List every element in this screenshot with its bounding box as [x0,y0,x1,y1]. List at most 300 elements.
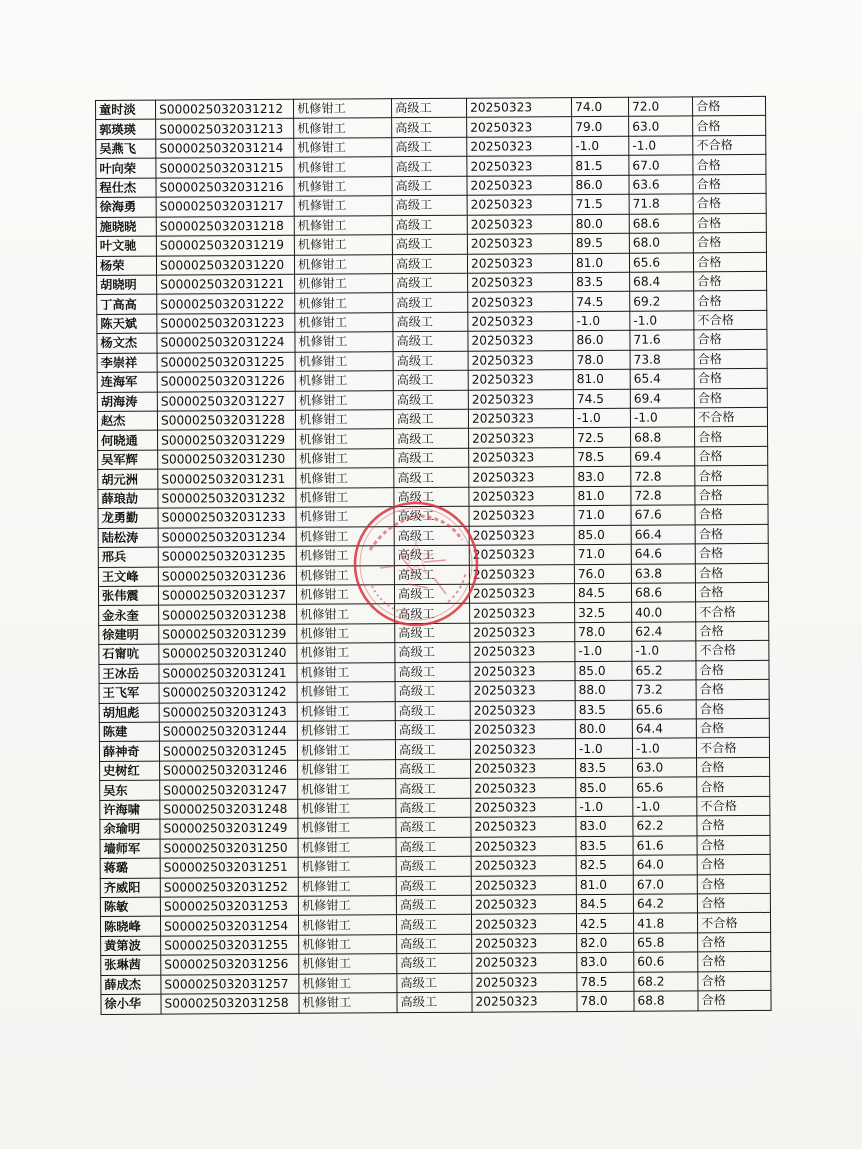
cell-trade: 机修钳工 [298,857,396,877]
cell-level: 高级工 [395,662,470,682]
cell-score2: 63.8 [631,563,695,583]
cell-level: 高级工 [397,934,472,954]
cell-level: 高级工 [393,370,468,390]
cell-result: 不合格 [697,796,770,816]
cell-name: 徐海勇 [96,197,156,217]
cell-date: 20250323 [469,525,574,545]
cell-score1: 86.0 [573,330,630,350]
cell-level: 高级工 [395,642,470,662]
cell-score1: 81.0 [573,369,630,389]
cell-level: 高级工 [394,487,469,507]
cell-id: S000025032031229 [158,430,296,450]
cell-date: 20250323 [467,234,572,254]
cell-id: S000025032031252 [160,877,298,897]
cell-result: 合格 [694,388,767,408]
cell-name: 王文峰 [98,567,158,587]
cell-name: 连海军 [97,372,157,392]
cell-id: S000025032031251 [160,857,298,877]
cell-date: 20250323 [467,195,572,215]
cell-id: S000025032031221 [157,274,295,294]
cell-date: 20250323 [468,389,573,409]
cell-date: 20250323 [467,214,572,234]
cell-result: 合格 [694,271,767,291]
cell-level: 高级工 [393,312,468,332]
cell-level: 高级工 [391,98,466,118]
cell-date: 20250323 [467,156,572,176]
cell-result: 合格 [693,252,766,272]
cell-result: 合格 [695,427,768,447]
cell-level: 高级工 [394,565,469,585]
cell-name: 施晓晓 [96,217,156,237]
cell-result: 合格 [695,582,768,602]
cell-name: 陈天斌 [97,314,157,334]
cell-level: 高级工 [396,779,471,799]
cell-level: 高级工 [394,545,469,565]
cell-score2: 63.0 [629,116,693,136]
cell-id: S000025032031250 [160,838,298,858]
cell-score2: 61.6 [633,835,697,855]
cell-score2: 63.0 [633,758,697,778]
cell-name: 龙勇勤 [98,508,158,528]
cell-score1: 74.5 [573,389,630,409]
cell-trade: 机修钳工 [294,176,392,196]
cell-result: 不合格 [693,135,766,155]
cell-score1: 79.0 [572,117,629,137]
cell-id: S000025032031233 [158,507,296,527]
cell-result: 不合格 [696,641,769,661]
cell-score1: 32.5 [575,603,632,623]
cell-id: S000025032031230 [158,449,296,469]
cell-result: 合格 [693,232,766,252]
cell-trade: 机修钳工 [297,682,395,702]
cell-id: S000025032031212 [156,99,294,119]
cell-name: 余瑜明 [100,819,160,839]
cell-score2: 65.4 [630,369,694,389]
cell-level: 高级工 [396,895,471,915]
cell-date: 20250323 [471,817,576,837]
cell-date: 20250323 [470,681,575,701]
cell-trade: 机修钳工 [297,662,395,682]
cell-score1: 71.5 [572,194,629,214]
cell-level: 高级工 [396,798,471,818]
cell-score2: 72.8 [631,486,695,506]
cell-trade: 机修钳工 [294,215,392,235]
cell-level: 高级工 [396,759,471,779]
results-table-body [96,96,772,1014]
cell-score1: 80.0 [575,719,632,739]
cell-score1: 83.0 [577,952,634,972]
cell-date: 20250323 [466,98,571,118]
cell-score1: 76.0 [574,564,631,584]
cell-name: 杨荣 [96,256,156,276]
cell-name: 金永奎 [99,605,159,625]
cell-date: 20250323 [471,758,576,778]
cell-level: 高级工 [393,390,468,410]
cell-score2: 72.0 [628,97,692,117]
cell-level: 高级工 [393,409,468,429]
cell-score2: 69.4 [631,447,695,467]
cell-date: 20250323 [471,875,576,895]
cell-result: 合格 [696,680,769,700]
cell-trade: 机修钳工 [295,293,393,313]
cell-score1: 78.0 [573,350,630,370]
cell-trade: 机修钳工 [294,235,392,255]
cell-trade: 机修钳工 [295,410,393,430]
cell-result: 合格 [695,505,768,525]
cell-trade: 机修钳工 [297,623,395,643]
cell-date: 20250323 [472,992,577,1012]
cell-date: 20250323 [468,370,573,390]
cell-result: 合格 [698,952,771,972]
cell-level: 高级工 [392,215,467,235]
cell-trade: 机修钳工 [295,312,393,332]
cell-date: 20250323 [469,584,574,604]
cell-id: S000025032031231 [158,469,296,489]
cell-id: S000025032031217 [156,196,294,216]
cell-level: 高级工 [393,293,468,313]
table-row [101,991,771,1015]
cell-date: 20250323 [469,506,574,526]
cell-name: 叶文驰 [96,236,156,256]
cell-score2: 73.8 [630,350,694,370]
cell-name: 胡元洲 [98,469,158,489]
cell-score2: 67.0 [629,155,693,175]
cell-score1: -1.0 [573,311,630,331]
cell-trade: 机修钳工 [298,760,396,780]
cell-result: 合格 [695,446,768,466]
cell-result: 合格 [697,874,770,894]
cell-trade: 机修钳工 [298,779,396,799]
cell-trade: 机修钳工 [296,487,394,507]
cell-level: 高级工 [392,137,467,157]
cell-score2: 67.6 [631,505,695,525]
cell-level: 高级工 [392,254,467,274]
cell-score1: 82.5 [576,855,633,875]
cell-score2: 64.2 [633,894,697,914]
cell-trade: 机修钳工 [294,138,392,158]
cell-result: 合格 [695,543,768,563]
cell-score1: 83.5 [576,836,633,856]
cell-name: 何晓通 [98,431,158,451]
cell-trade: 机修钳工 [295,274,393,294]
cell-score1: 85.0 [574,525,631,545]
cell-score2: 65.6 [633,777,697,797]
cell-level: 高级工 [396,837,471,857]
cell-name: 蒋璐 [100,858,160,878]
cell-result: 合格 [698,991,771,1011]
cell-trade: 机修钳工 [294,157,392,177]
cell-name: 胡海涛 [97,392,157,412]
cell-id: S000025032031255 [161,935,299,955]
cell-level: 高级工 [395,681,470,701]
cell-result: 合格 [694,291,767,311]
cell-id: S000025032031257 [161,974,299,994]
cell-score1: 80.0 [572,214,629,234]
cell-result: 合格 [695,524,768,544]
cell-date: 20250323 [467,117,572,137]
cell-score2: 65.6 [632,699,696,719]
cell-id: S000025032031241 [159,663,297,683]
cell-level: 高级工 [393,273,468,293]
cell-score2: 69.4 [630,388,694,408]
cell-result: 合格 [697,854,770,874]
cell-score2: 60.6 [634,952,698,972]
cell-date: 20250323 [470,739,575,759]
cell-trade: 机修钳工 [294,254,392,274]
cell-score1: 42.5 [576,914,633,934]
cell-result: 合格 [693,174,766,194]
cell-score2: 72.8 [631,466,695,486]
cell-id: S000025032031213 [156,119,294,139]
cell-result: 合格 [694,349,767,369]
cell-date: 20250323 [472,972,577,992]
cell-trade: 机修钳工 [294,118,392,138]
cell-score1: -1.0 [573,408,630,428]
cell-id: S000025032031254 [160,916,298,936]
cell-score2: 71.6 [630,330,694,350]
cell-name: 史树红 [100,761,160,781]
cell-name: 陈敏 [100,897,160,917]
cell-date: 20250323 [468,292,573,312]
cell-result: 合格 [694,330,767,350]
cell-id: S000025032031242 [159,682,297,702]
cell-name: 薛成杰 [101,975,161,995]
cell-result: 不合格 [694,310,767,330]
cell-score1: 83.5 [573,272,630,292]
cell-trade: 机修钳工 [299,934,397,954]
cell-level: 高级工 [396,915,471,935]
cell-trade: 机修钳工 [298,818,396,838]
cell-score2: 68.2 [634,972,698,992]
cell-score2: 64.0 [633,855,697,875]
cell-score1: 83.0 [576,816,633,836]
cell-score2: 41.8 [633,913,697,933]
cell-score1: 74.0 [571,97,628,117]
cell-trade: 机修钳工 [299,993,397,1013]
cell-result: 合格 [698,932,771,952]
cell-level: 高级工 [395,701,470,721]
cell-date: 20250323 [468,331,573,351]
cell-trade: 机修钳工 [295,332,393,352]
cell-id: S000025032031246 [160,760,298,780]
cell-result: 合格 [696,660,769,680]
cell-score2: 68.8 [631,427,695,447]
cell-score1: 78.0 [577,991,634,1011]
cell-date: 20250323 [471,836,576,856]
cell-name: 胡晓明 [97,275,157,295]
cell-score1: 78.0 [575,622,632,642]
cell-date: 20250323 [467,136,572,156]
cell-name: 陆松涛 [98,528,158,548]
cell-result: 合格 [696,699,769,719]
cell-date: 20250323 [471,797,576,817]
cell-score2: 68.4 [630,272,694,292]
cell-id: S000025032031234 [158,527,296,547]
cell-score1: 81.0 [574,486,631,506]
cell-date: 20250323 [472,953,577,973]
cell-level: 高级工 [393,331,468,351]
cell-level: 高级工 [395,604,470,624]
cell-id: S000025032031228 [157,410,295,430]
cell-score2: 73.2 [632,680,696,700]
cell-score1: 81.0 [576,875,633,895]
cell-name: 墙师军 [100,839,160,859]
cell-level: 高级工 [394,506,469,526]
cell-result: 合格 [694,369,767,389]
cell-score2: 62.2 [633,816,697,836]
cell-id: S000025032031227 [157,391,295,411]
cell-score1: 82.0 [577,933,634,953]
cell-id: S000025032031222 [157,294,295,314]
cell-level: 高级工 [393,351,468,371]
cell-name: 叶向荣 [96,158,156,178]
cell-trade: 机修钳工 [296,546,394,566]
cell-trade: 机修钳工 [295,351,393,371]
cell-trade: 机修钳工 [299,954,397,974]
cell-id: S000025032031220 [156,255,294,275]
cell-level: 高级工 [392,176,467,196]
cell-name: 胡旭彪 [99,703,159,723]
cell-result: 合格 [693,194,766,214]
cell-score2: -1.0 [629,136,693,156]
cell-score2: -1.0 [632,738,696,758]
cell-trade: 机修钳工 [294,196,392,216]
cell-trade: 机修钳工 [295,390,393,410]
cell-trade: 机修钳工 [296,526,394,546]
cell-date: 20250323 [471,914,576,934]
cell-date: 20250323 [469,447,574,467]
cell-trade: 机修钳工 [296,565,394,585]
cell-result: 合格 [692,96,765,116]
cell-level: 高级工 [396,856,471,876]
cell-date: 20250323 [468,273,573,293]
cell-id: S000025032031240 [159,644,297,664]
cell-trade: 机修钳工 [298,896,396,916]
cell-id: S000025032031256 [161,955,299,975]
cell-level: 高级工 [397,953,472,973]
cell-date: 20250323 [467,175,572,195]
cell-id: S000025032031216 [156,177,294,197]
cell-result: 不合格 [697,913,770,933]
cell-result: 合格 [696,718,769,738]
cell-name: 郭瑛瑛 [96,120,156,140]
cell-score2: 64.6 [631,544,695,564]
cell-date: 20250323 [469,428,574,448]
cell-name: 王冰岳 [99,664,159,684]
results-table [95,96,772,1015]
cell-id: S000025032031235 [158,546,296,566]
cell-result: 合格 [697,893,770,913]
cell-trade: 机修钳工 [298,915,396,935]
cell-score2: 68.0 [629,233,693,253]
cell-level: 高级工 [392,195,467,215]
cell-level: 高级工 [395,623,470,643]
cell-trade: 机修钳工 [298,876,396,896]
cell-date: 20250323 [469,467,574,487]
cell-name: 陈建 [99,722,159,742]
cell-name: 徐建明 [99,625,159,645]
cell-score2: 65.2 [632,661,696,681]
cell-name: 杨文杰 [97,333,157,353]
cell-score2: 65.8 [634,933,698,953]
cell-name: 齐威阳 [100,878,160,898]
cell-level: 高级工 [397,992,472,1012]
cell-score2: 68.6 [629,213,693,233]
cell-result: 合格 [693,213,766,233]
cell-result: 合格 [697,835,770,855]
cell-trade: 机修钳工 [295,371,393,391]
cell-name: 石甯吭 [99,644,159,664]
cell-name: 李崇祥 [97,353,157,373]
cell-score1: -1.0 [576,797,633,817]
cell-score1: 78.5 [577,972,634,992]
cell-name: 吴军辉 [98,450,158,470]
cell-score1: 84.5 [576,894,633,914]
cell-level: 高级工 [394,526,469,546]
cell-score2: 67.0 [633,874,697,894]
cell-result: 合格 [693,116,766,136]
cell-name: 程仕杰 [96,178,156,198]
cell-level: 高级工 [394,468,469,488]
cell-trade: 机修钳工 [293,99,391,119]
cell-date: 20250323 [470,642,575,662]
cell-score1: -1.0 [575,641,632,661]
cell-result: 合格 [695,485,768,505]
cell-score1: 85.0 [575,661,632,681]
cell-result: 不合格 [696,738,769,758]
cell-id: S000025032031237 [158,585,296,605]
cell-score1: 86.0 [572,175,629,195]
cell-name: 吴东 [100,780,160,800]
cell-name: 丁高高 [97,295,157,315]
cell-level: 高级工 [394,448,469,468]
cell-trade: 机修钳工 [298,798,396,818]
cell-level: 高级工 [397,973,472,993]
cell-date: 20250323 [472,933,577,953]
cell-score1: -1.0 [575,739,632,759]
cell-date: 20250323 [469,564,574,584]
cell-trade: 机修钳工 [296,449,394,469]
cell-name: 张琳茜 [101,955,161,975]
cell-date: 20250323 [470,661,575,681]
cell-score2: 66.4 [631,524,695,544]
cell-id: S000025032031223 [157,313,295,333]
cell-trade: 机修钳工 [297,604,395,624]
cell-score2: 71.8 [629,194,693,214]
cell-id: S000025032031245 [159,741,297,761]
cell-id: S000025032031258 [161,993,299,1013]
cell-id: S000025032031248 [160,799,298,819]
cell-score2: 62.4 [632,622,696,642]
cell-score2: 68.8 [634,991,698,1011]
cell-name: 童时淡 [96,100,156,120]
cell-score1: 81.0 [572,253,629,273]
cell-date: 20250323 [468,311,573,331]
cell-id: S000025032031244 [159,721,297,741]
cell-name: 薛神奇 [99,742,159,762]
cell-name: 黄第波 [101,936,161,956]
cell-score2: 63.6 [629,175,693,195]
cell-trade: 机修钳工 [296,429,394,449]
cell-score1: 85.0 [576,778,633,798]
cell-score1: 83.5 [576,758,633,778]
cell-date: 20250323 [470,622,575,642]
cell-score1: 83.5 [575,700,632,720]
cell-score1: 81.5 [572,156,629,176]
cell-id: S000025032031224 [157,333,295,353]
cell-trade: 机修钳工 [297,643,395,663]
cell-date: 20250323 [470,700,575,720]
